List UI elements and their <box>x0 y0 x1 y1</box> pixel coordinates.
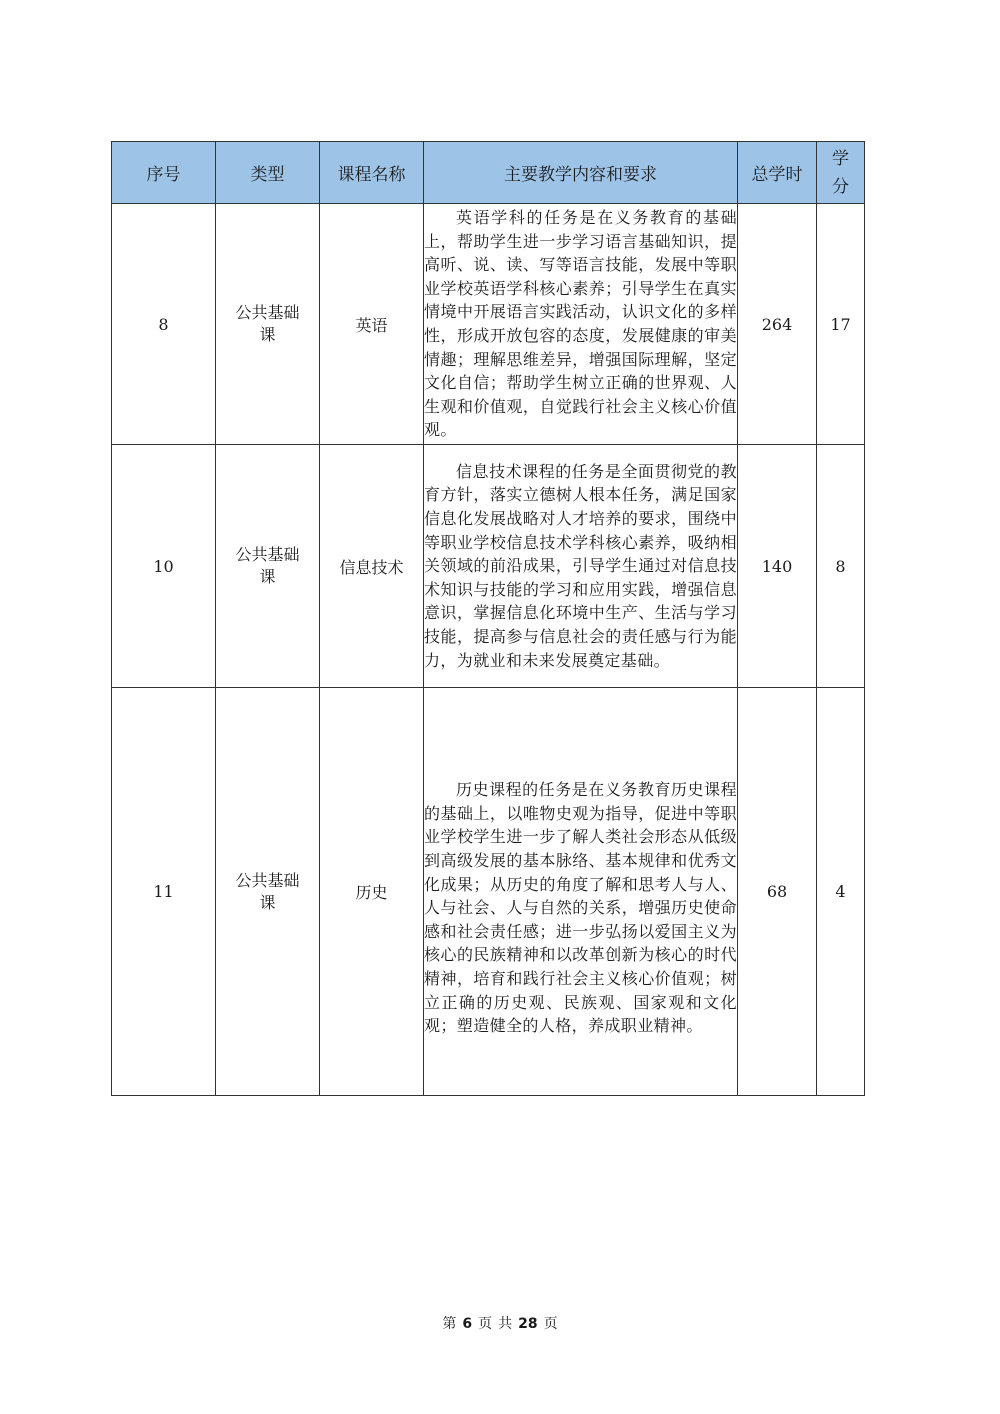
header-hours: 总学时 <box>738 142 817 204</box>
row-credits: 4 <box>817 688 865 1096</box>
header-credits-line2: 分 <box>832 176 849 197</box>
row-course-name: 信息技术 <box>320 445 424 688</box>
row-type-line1: 公共基础 <box>235 870 300 890</box>
row-type-line1: 公共基础 <box>235 545 300 564</box>
row-content <box>424 688 738 1096</box>
row-hours: 140 <box>738 445 817 688</box>
row-hours: 68 <box>738 688 817 1096</box>
row-type <box>216 204 320 445</box>
footer-total-word: 共 <box>498 1316 513 1332</box>
page-footer <box>0 1313 1000 1333</box>
header-credits <box>817 142 865 204</box>
table-header-row <box>112 142 865 204</box>
header-credits-line1: 学 <box>832 148 849 169</box>
row-credits: 8 <box>817 445 865 688</box>
row-index: 8 <box>112 204 216 445</box>
row-type <box>216 688 320 1096</box>
footer-suffix: 页 <box>543 1316 558 1332</box>
row-content-text: 信息技术课程的任务是全面贯彻党的教育方针，落实立德树人根本任务，满足国家信息化发展战略对人才培养的要求，围绕中等职业学校信息技术学科核心素养，吸纳相关领域的前沿成果，引导学生通过对信息技术知识与技能的学习和应用实践，增强信息意识，掌握信息化环境中生产、生活与学习技能，提高参与信息社会的责任感与行为能力，为就业和未来发展奠定基础。 <box>424 461 737 670</box>
row-course-name: 历史 <box>320 688 424 1096</box>
footer-prefix: 第 <box>442 1316 457 1332</box>
row-content-text: 英语学科的任务是在义务教育的基础上，帮助学生进一步学习语言基础知识，提高听、说、读、写等语言技能，发展中等职业学校英语学科核心素养；引导学生在真实情境中开展语言实践活动，认识文化的多样性，形成开放包容的态度，发展健康的审美情趣；理解思维差异，增强国际理解，坚定文化自信；帮助学生树立正确的世界观、人生观和价值观，自觉践行社会主义核心价值观。 <box>424 208 737 440</box>
row-content <box>424 445 738 688</box>
table-row <box>112 688 865 1096</box>
row-credits: 17 <box>817 204 865 445</box>
row-index: 10 <box>112 445 216 688</box>
header-type: 类型 <box>216 142 320 204</box>
header-content: 主要教学内容和要求 <box>424 142 738 204</box>
row-content <box>424 204 738 445</box>
row-type-line2: 课 <box>259 567 276 586</box>
header-index: 序号 <box>112 142 216 204</box>
table-row <box>112 204 865 445</box>
row-type-line2: 课 <box>259 892 276 912</box>
row-index: 11 <box>112 688 216 1096</box>
row-course-name: 英语 <box>320 204 424 445</box>
row-hours: 264 <box>738 204 817 445</box>
row-type-line2: 课 <box>259 325 276 344</box>
table-row <box>112 445 865 688</box>
header-course-name: 课程名称 <box>320 142 424 204</box>
total-pages: 28 <box>518 1316 538 1332</box>
row-content-text: 历史课程的任务是在义务教育历史课程的基础上，以唯物史观为指导，促进中等职业学校学生进一步了解人类社会形态从低级到高级发展的基本脉络、基本规律和优秀文化成果；从历史的角度了解和思考人与人、人与社会、人与自然的关系，增强历史使命感和社会责任感；进一步弘扬以爱国主义为核心的民族精神和以改革创新为核心的时代精神，培育和践行社会主义核心价值观；树立正确的历史观、民族观、国家观和文化观；塑造健全的人格，养成职业精神。 <box>424 780 737 1036</box>
row-type-line1: 公共基础 <box>235 303 300 322</box>
row-type <box>216 445 320 688</box>
page-number: 6 <box>462 1316 473 1332</box>
footer-page-word: 页 <box>478 1316 493 1332</box>
course-table <box>111 141 865 1096</box>
